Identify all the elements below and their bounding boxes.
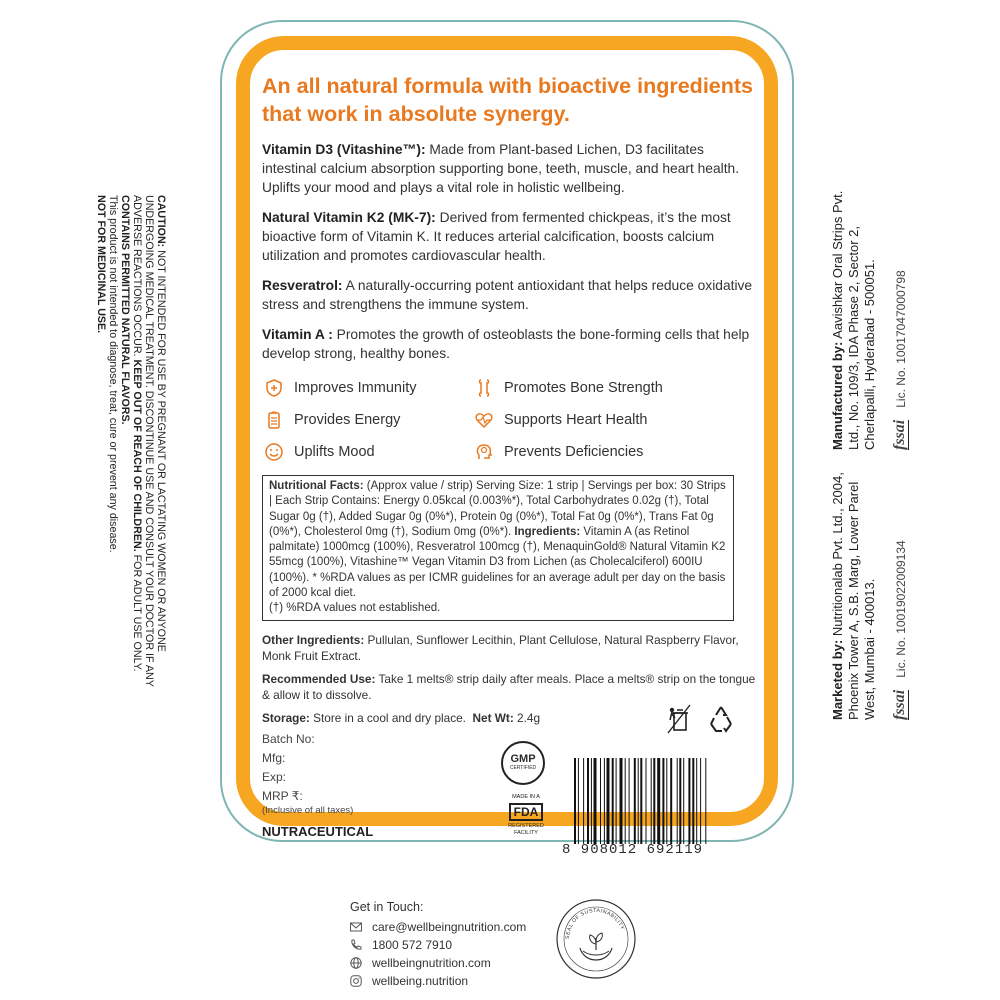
fda-badge: MADE IN A FDA REGISTERED FACILITY	[508, 794, 544, 837]
barcode-bar	[638, 758, 639, 844]
fssai-logo: fssai	[891, 419, 908, 450]
bone-icon	[474, 378, 494, 398]
barcode-bar	[666, 758, 667, 844]
exp-date: Exp:	[262, 770, 287, 785]
contact-instagram: wellbeing.nutrition	[350, 972, 526, 990]
barcode-bar	[612, 758, 614, 844]
barcode-bar	[657, 758, 660, 844]
barcode-bar	[700, 758, 701, 844]
marketer-info: Marketed by: Nutritionalab Pvt. Ltd., 2004, Phoenix Tower A, S.B. Marg, Lower Parel West, Mumbai - 400013. fssai Lic. No. 10019022009134	[830, 472, 908, 720]
barcode-bar	[683, 758, 684, 844]
category-label: NUTRACEUTICAL	[262, 824, 374, 840]
barcode-bar	[583, 758, 584, 844]
smile-icon	[264, 442, 284, 462]
barcode-bar	[646, 758, 647, 844]
barcode-bar	[692, 758, 694, 844]
barcode-bar	[629, 758, 630, 844]
barcode-bar	[578, 758, 579, 844]
batch-no: Batch No:	[262, 732, 315, 747]
barcode-bar	[705, 758, 706, 844]
barcode-bar	[651, 758, 652, 844]
manufacturer-license: Lic. No. 10017047000798	[893, 270, 908, 408]
ingredient-resveratrol: Resveratrol: A naturally-occurring potent antioxidant that helps reduce oxidative stress and strengthens the immune system.	[262, 278, 753, 312]
barcode-bar	[634, 758, 636, 844]
benefit-mood: Uplifts Mood	[264, 441, 474, 463]
barcode-bar	[670, 758, 672, 844]
barcode-bar	[574, 758, 576, 844]
globe-icon	[350, 957, 362, 969]
instagram-icon	[350, 975, 362, 987]
recycle-icon	[706, 704, 736, 734]
barcode	[572, 758, 734, 844]
benefit-immunity: Improves Immunity	[264, 377, 474, 399]
contact-title: Get in Touch:	[350, 900, 424, 914]
contact-email: care@wellbeingnutrition.com	[350, 918, 526, 936]
barcode-bar	[625, 758, 626, 844]
heart-pulse-icon	[474, 410, 494, 430]
barcode-bar	[677, 758, 678, 844]
barcode-bar	[616, 758, 617, 844]
caution-text: CAUTION: NOT INTENDED FOR USE BY PREGNANT OR LACTATING WOMEN OR ANYONE UNDERGOING MEDICAL TREATMENT. DISCONTINUE USE AND CONSULT YOUR DOCTOR IF ANY ADVERSE REACTIONS OCCUR. KEEP OUT OF REACH OF CHILDREN. FOR ADULT USE ONLY. CONTAINS PERMITTED NATURAL FLAVORS. This product is not intended to diagnose, treat, cure or prevent any disease. NOT FOR MEDICINAL USE.	[95, 195, 167, 687]
ingredient-vitamin-a: Vitamin A : Promotes the growth of osteoblasts the bone-forming cells that help develop strong, healthy bones.	[262, 327, 750, 361]
benefit-deficiencies: Prevents Deficiencies	[474, 441, 734, 463]
barcode-bar	[604, 758, 605, 844]
gmp-badge: GMP CERTIFIED	[501, 741, 545, 785]
phone-icon	[350, 939, 362, 951]
mrp-note: (Inclusive of all taxes)	[262, 805, 354, 817]
contact-website: wellbeingnutrition.com	[350, 954, 526, 972]
recommended-use: Recommended Use: Take 1 melts® strip daily after meals. Place a melts® strip on the tongue & allow it to dissolve.	[262, 671, 756, 703]
trash-bin-icon	[666, 704, 692, 734]
barcode-bar	[594, 758, 597, 844]
seal-text: SEAL OF SUSTAINABILITY	[564, 907, 626, 940]
barcode-bar	[587, 758, 589, 844]
marketer-license: Lic. No. 10019022009134	[893, 540, 908, 678]
benefit-energy: Provides Energy	[264, 409, 474, 431]
storage: Storage: Store in a cool and dry place. Net Wt: 2.4g	[262, 710, 541, 725]
batch-area	[262, 732, 742, 859]
ingredient-vitamin-d3: Vitamin D3 (Vitashine™): Made from Plant-based Lichen, D3 facilitates intestinal calcium absorption supporting bone, teeth, muscle, and heart health. Uplifts your mood and plays a vital role in holistic wellbeing.	[262, 142, 740, 195]
fssai-logo: fssai	[891, 689, 908, 720]
ingredient-vitamin-k2: Natural Vitamin K2 (MK-7): Derived from fermented chickpeas, it’s the most bioactive form of Vitamin K. It reduces arterial calcification, boosts calcium utilization and promotes cardiovascular health.	[262, 210, 731, 263]
barcode-bar	[696, 758, 697, 844]
barcode-bar	[662, 758, 664, 844]
benefit-bone: Promotes Bone Strength	[474, 377, 734, 399]
contact-phone: 1800 572 7910	[350, 936, 526, 954]
sustainability-seal	[555, 898, 637, 980]
benefits-grid	[264, 377, 762, 463]
mrp: MRP ₹:	[262, 789, 303, 804]
barcode-number: 8 908012 692119	[562, 842, 704, 859]
barcode-bar	[620, 758, 623, 844]
svg-text:SEAL OF SUSTAINABILITY	[565, 908, 625, 939]
barcode-bar	[591, 758, 592, 844]
nutritional-facts-box: Nutritional Facts: (Approx value / strip) Serving Size: 1 strip | Servings per box: 30 Strips | Each Strip Contains: Energy 0.05kcal (0.003%*), Total Carbohydrates 0.02g (†), Total Sugar 0g (†), Added Sugar 0g (0%*), Protein 0g (0%*), Total Fat 0g (0%*), Trans Fat 0g (0%*), Cholesterol 0mg (†), Sodium 0mg (0%*). Ingredients: Vitamin A (as Retinol palmitate) 1000mcg (100%), Resveratrol 100mcg (†), MenaquinGold® Natural Vitamin K2 55mcg (100%), Vitashine™ Vegan Vitamin D3 from Lichen (as Cholecalciferol) 600IU (100%). * %RDA values as per ICMR guidelines for an average adult per day on the basis of 2000 kcal diet. (†) %RDA values not established.	[262, 475, 734, 621]
contact-block	[350, 900, 526, 990]
mail-icon	[350, 921, 362, 933]
barcode-bar	[688, 758, 690, 844]
other-ingredients: Other Ingredients: Pullulan, Sunflower Lecithin, Plant Cellulose, Natural Raspberry Flavor, Monk Fruit Extract.	[262, 632, 739, 664]
barcode-bar	[600, 758, 601, 844]
headline: An all natural formula with bioactive ingredients that work in absolute synergy.	[262, 74, 753, 126]
barcode-bar	[679, 758, 681, 844]
manufacturer-info: Manufactured by: Aavishkar Oral Strips Pvt. Ltd., No. 109/3, IDA Phase 2, Sector 2, Cherlapalli, Hyderabad - 500051. fssai Lic. No. 10017047000798	[830, 190, 908, 450]
barcode-bar	[607, 758, 610, 844]
head-icon	[474, 442, 494, 462]
shield-icon	[264, 378, 284, 398]
barcode-bar	[640, 758, 642, 844]
barcode-bar	[653, 758, 655, 844]
mfg-date: Mfg:	[262, 751, 286, 766]
battery-icon	[264, 410, 284, 430]
benefit-heart: Supports Heart Health	[474, 409, 734, 431]
label-content	[262, 72, 762, 859]
